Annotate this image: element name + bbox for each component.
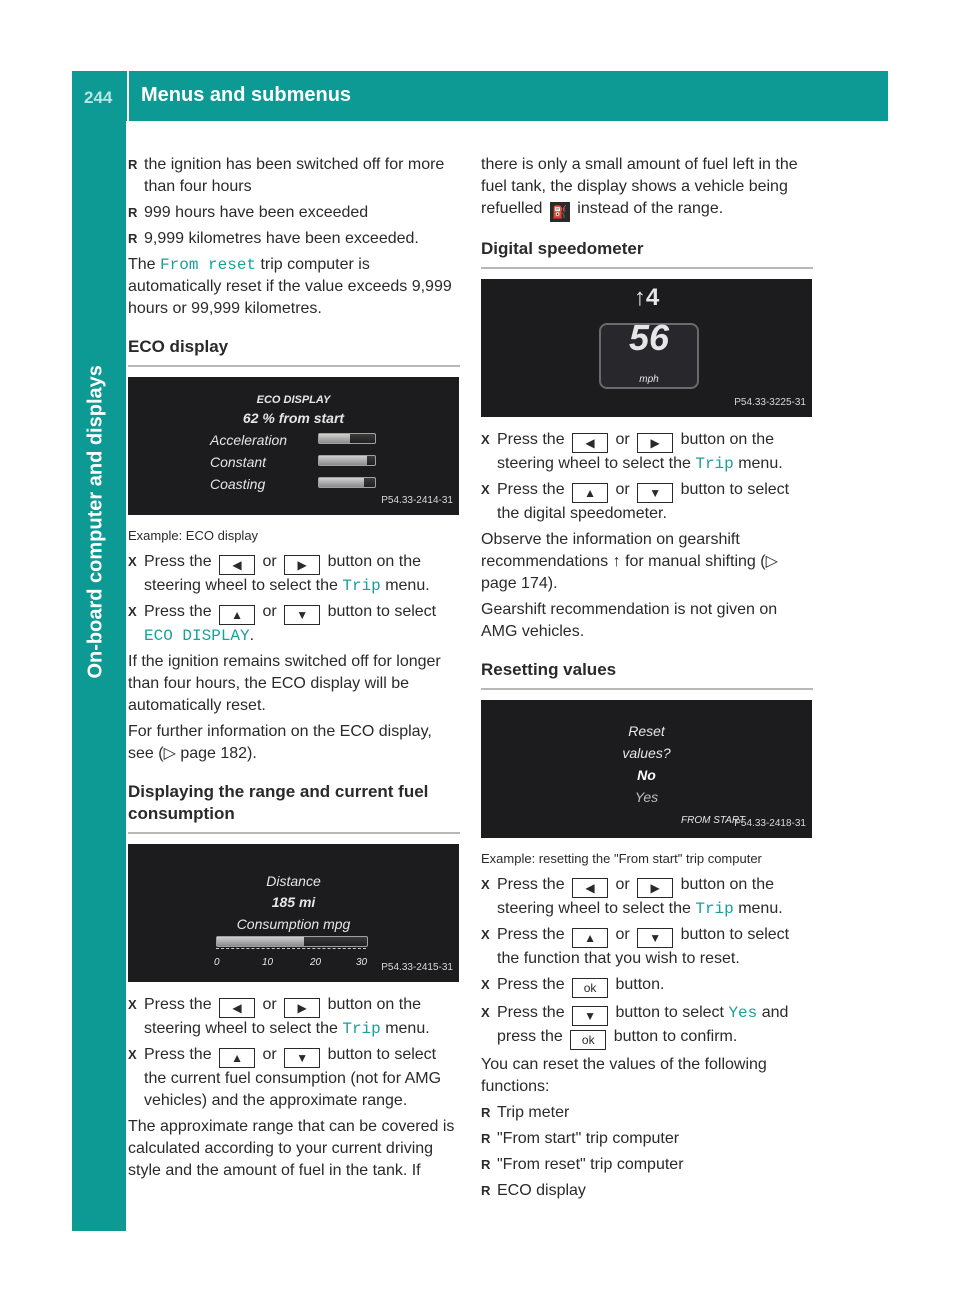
paragraph: Observe the information on gearshift recommendations ↑ for manual shifting (▷ page 174). bbox=[481, 531, 778, 592]
range-figure bbox=[128, 844, 459, 982]
down-key-icon: ▼ bbox=[284, 1048, 320, 1068]
speed-unit: mph bbox=[639, 374, 659, 385]
eco-display-figure bbox=[128, 377, 459, 515]
instruction-step: X Press the ▲ or ▼ button to select the current fuel consumption (not for AMG vehicles) and the approximate range. bbox=[128, 1044, 460, 1112]
menu-term: From reset bbox=[160, 256, 257, 274]
eco-bar-constant bbox=[318, 455, 376, 466]
section-heading-reset: Resetting values bbox=[481, 659, 813, 690]
eco-row-label: Acceleration bbox=[210, 432, 288, 448]
paragraph: The approximate range that can be covered is calculated according to your current driving style and the amount of fuel in the tank. If bbox=[128, 1118, 455, 1179]
reset-line1: Reset bbox=[628, 723, 665, 739]
scale-tick: 0 bbox=[214, 957, 220, 968]
down-key-icon: ▼ bbox=[637, 928, 673, 948]
list-item: R ECO display bbox=[481, 1180, 813, 1202]
instruction-step: X Press the ok button. bbox=[481, 974, 813, 998]
paragraph: If the ignition remains switched off for longer than four hours, the ECO display will be automatically reset. bbox=[128, 653, 441, 714]
up-key-icon: ▲ bbox=[219, 605, 255, 625]
gear-recommendation: ↑4 bbox=[633, 284, 660, 311]
figure-ref: P54.33-2414-31 bbox=[381, 495, 453, 506]
right-key-icon: ▶ bbox=[284, 555, 320, 575]
paragraph: Gearshift recommendation is not given on AMG vehicles. bbox=[481, 601, 778, 640]
paragraph: The From reset trip computer is automatically reset if the value exceeds 9,999 hours or 99,999 kilometres. bbox=[128, 256, 452, 317]
reset-option-yes: Yes bbox=[634, 789, 659, 805]
list-item: R Trip meter bbox=[481, 1102, 813, 1124]
consumption-bar bbox=[216, 936, 368, 947]
range-line2: 185 mi bbox=[271, 894, 316, 910]
paragraph: You can reset the values of the following functions: bbox=[481, 1056, 767, 1095]
ok-key-icon: ok bbox=[570, 1030, 606, 1050]
right-column bbox=[481, 154, 813, 1206]
section-heading-range: Displaying the range and current fuel consumption bbox=[128, 781, 460, 834]
list-item: R 9,999 kilometres have been exceeded. bbox=[128, 228, 460, 250]
instruction-step: X Press the ▲ or ▼ button to select ECO DISPLAY. bbox=[128, 601, 460, 647]
instruction-step: X Press the ▼ button to select Yes and press the ok button to confirm. bbox=[481, 1002, 813, 1050]
right-key-icon: ▶ bbox=[637, 433, 673, 453]
list-item: R "From reset" trip computer bbox=[481, 1154, 813, 1176]
up-key-icon: ▲ bbox=[219, 1048, 255, 1068]
speed-value: 56 bbox=[628, 317, 670, 358]
list-item: R 999 hours have been exceeded bbox=[128, 202, 460, 224]
instruction-step: X Press the ◀ or ▶ button on the steering wheel to select the Trip menu. bbox=[128, 994, 460, 1040]
range-line3: Consumption mpg bbox=[236, 916, 351, 932]
figure-ref: P54.33-2415-31 bbox=[381, 962, 453, 973]
reset-line2: values? bbox=[622, 745, 671, 761]
left-key-icon: ◀ bbox=[219, 555, 255, 575]
left-key-icon: ◀ bbox=[572, 433, 608, 453]
instruction-step: X Press the ▲ or ▼ button to select the function that you wish to reset. bbox=[481, 924, 813, 970]
figure-caption: Example: ECO display bbox=[128, 528, 259, 543]
figure-caption: Example: resetting the "From start" trip computer bbox=[481, 851, 762, 866]
fuel-pump-icon: ⛽ bbox=[550, 202, 570, 222]
instruction-step: X Press the ◀ or ▶ button on the steering wheel to select the Trip menu. bbox=[481, 874, 813, 920]
eco-bar-acceleration bbox=[318, 433, 376, 444]
section-heading-eco: ECO display bbox=[128, 336, 460, 367]
instruction-step: X Press the ◀ or ▶ button on the steering wheel to select the Trip menu. bbox=[481, 429, 813, 475]
paragraph: For further information on the ECO display, see (▷ page 182). bbox=[128, 723, 432, 762]
down-key-icon: ▼ bbox=[637, 483, 673, 503]
left-key-icon: ◀ bbox=[572, 878, 608, 898]
range-line1: Distance bbox=[266, 873, 321, 889]
figure-ref: P54.33-2418-31 bbox=[734, 818, 806, 829]
scale-line bbox=[216, 948, 366, 949]
down-key-icon: ▼ bbox=[572, 1006, 608, 1026]
eco-bar-coasting bbox=[318, 477, 376, 488]
instruction-step: X Press the ▲ or ▼ button to select the digital speedometer. bbox=[481, 479, 813, 525]
section-heading-speedometer: Digital speedometer bbox=[481, 238, 813, 269]
speedometer-figure bbox=[481, 279, 812, 417]
left-column bbox=[128, 154, 460, 1186]
reset-label: FROM START bbox=[681, 815, 746, 826]
scale-tick: 30 bbox=[356, 957, 368, 968]
list-item: R "From start" trip computer bbox=[481, 1128, 813, 1150]
right-key-icon: ▶ bbox=[284, 998, 320, 1018]
page-number: 244 bbox=[84, 88, 113, 107]
header-divider bbox=[127, 71, 129, 121]
eco-title: ECO DISPLAY bbox=[256, 394, 331, 406]
scale-tick: 10 bbox=[262, 957, 274, 968]
eco-row-label: Constant bbox=[210, 454, 267, 470]
up-key-icon: ▲ bbox=[572, 483, 608, 503]
eco-subtitle: 62 % from start bbox=[242, 410, 345, 426]
list-item: R the ignition has been switched off for more than four hours bbox=[128, 154, 460, 198]
ok-key-icon: ok bbox=[572, 978, 608, 998]
right-key-icon: ▶ bbox=[637, 878, 673, 898]
eco-row-label: Coasting bbox=[210, 476, 266, 492]
down-key-icon: ▼ bbox=[284, 605, 320, 625]
left-key-icon: ◀ bbox=[219, 998, 255, 1018]
instruction-step: X Press the ◀ or ▶ button on the steering wheel to select the Trip menu. bbox=[128, 551, 460, 597]
figure-ref: P54.33-3225-31 bbox=[734, 397, 806, 408]
page-title: Menus and submenus bbox=[141, 84, 352, 106]
paragraph: there is only a small amount of fuel left in the fuel tank, the display shows a vehicle being refuelled ⛽ instead of the range. bbox=[481, 154, 813, 222]
up-key-icon: ▲ bbox=[572, 928, 608, 948]
scale-tick: 20 bbox=[310, 957, 322, 968]
reset-option-no: No bbox=[637, 767, 656, 783]
reset-figure bbox=[481, 700, 812, 838]
